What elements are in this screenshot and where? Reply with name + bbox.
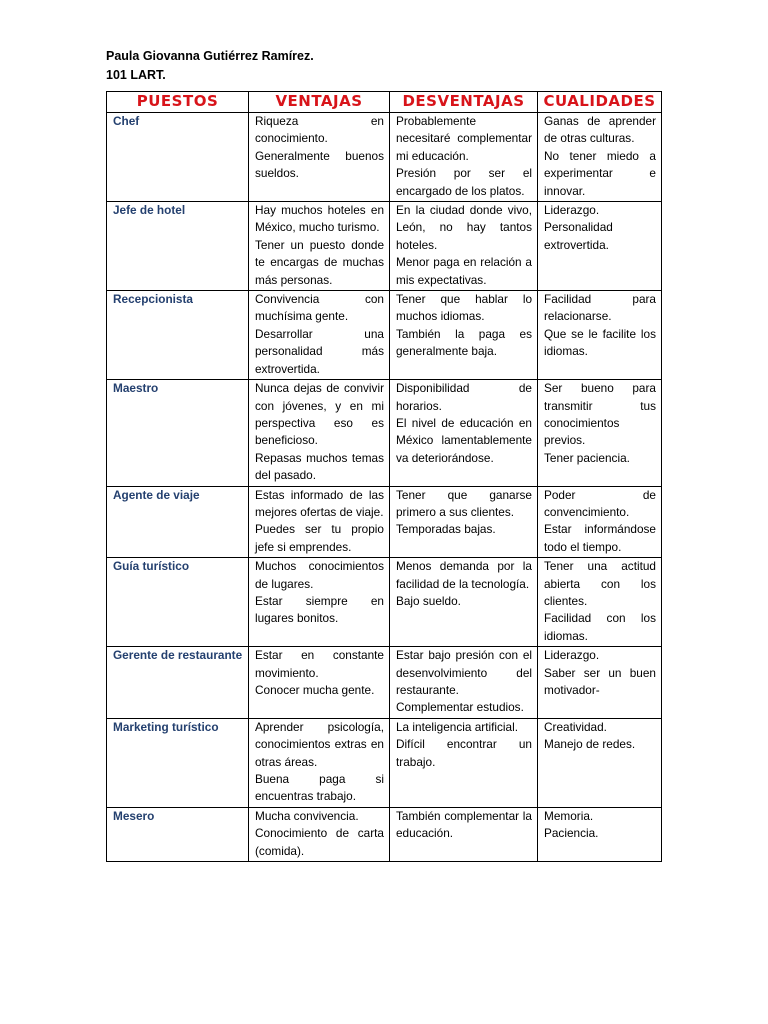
column-header-ventajas: VENTAJAS <box>249 92 390 113</box>
desventajas-item: También la paga es generalmente baja. <box>396 326 532 359</box>
desventajas-item: Tener que hablar lo muchos idiomas. <box>396 292 532 324</box>
job-title-cell: Gerente de restaurante <box>107 647 249 719</box>
job-title-cell: Maestro <box>107 380 249 486</box>
desventajas-item: En la ciudad donde vivo, León, no hay tantos hoteles. <box>396 203 532 252</box>
cualidades-item: Memoria. <box>544 808 594 823</box>
cualidades-cell <box>538 807 662 861</box>
cualidades-item: Liderazgo. <box>544 203 600 218</box>
desventajas-cell <box>390 113 538 202</box>
ventajas-item: Hay muchos hoteles en México, mucho turismo. <box>255 203 384 235</box>
desventajas-cell <box>390 486 538 558</box>
ventajas-item: Muchos conocimientos de lugares. <box>255 559 384 591</box>
cualidades-item: Tener paciencia. <box>544 450 630 465</box>
ventajas-item: Conocimiento de carta (comida). <box>255 826 384 858</box>
ventajas-cell <box>249 558 390 647</box>
jobs-table <box>106 91 662 862</box>
ventajas-item: Estar siempre en lugares bonitos. <box>255 593 384 626</box>
cualidades-item: Manejo de redes. <box>544 737 636 752</box>
ventajas-cell <box>249 113 390 202</box>
group-label: 101 LART. <box>106 68 166 82</box>
cualidades-item: No tener miedo a experimentar e innovar. <box>544 148 656 198</box>
ventajas-cell <box>249 807 390 861</box>
job-title-cell: Chef <box>107 113 249 202</box>
job-title-cell: Mesero <box>107 807 249 861</box>
desventajas-cell <box>390 718 538 807</box>
desventajas-item: También complementar la educación. <box>396 808 532 841</box>
ventajas-item: Riqueza en conocimiento. <box>255 114 384 146</box>
table-row <box>107 113 662 202</box>
ventajas-item: Generalmente buenos sueldos. <box>255 148 384 181</box>
desventajas-item: Disponibilidad de horarios. <box>396 381 532 413</box>
desventajas-item: Bajo sueldo. <box>396 593 461 608</box>
column-header-cualidades: CUALIDADES <box>538 92 662 113</box>
table-row <box>107 486 662 558</box>
cualidades-item: Poder de convencimiento. <box>544 487 656 519</box>
ventajas-cell <box>249 291 390 380</box>
desventajas-cell <box>390 807 538 861</box>
cualidades-item: Tener una actitud abierta con los clientes. <box>544 559 656 608</box>
column-header-desventajas: DESVENTAJAS <box>390 92 538 113</box>
ventajas-item: Repasas muchos temas del pasado. <box>255 450 384 483</box>
ventajas-cell <box>249 202 390 291</box>
cualidades-cell <box>538 202 662 291</box>
job-title-cell: Marketing turístico <box>107 718 249 807</box>
ventajas-item: Estar en constante movimiento. <box>255 648 384 680</box>
ventajas-item: Desarrollar una personalidad más extrovertida. <box>255 326 384 376</box>
job-title-cell: Jefe de hotel <box>107 202 249 291</box>
ventajas-cell <box>249 718 390 807</box>
cualidades-cell <box>538 718 662 807</box>
job-title-cell: Guía turístico <box>107 558 249 647</box>
ventajas-item: Buena paga si encuentras trabajo. <box>255 772 384 804</box>
ventajas-item: Conocer mucha gente. <box>255 683 375 697</box>
desventajas-item: Probablemente necesitaré complementar mi educación. <box>396 114 532 163</box>
cualidades-cell <box>538 113 662 202</box>
desventajas-item: Difícil encontrar un trabajo. <box>396 737 532 769</box>
cualidades-item: Personalidad extrovertida. <box>544 220 613 252</box>
desventajas-cell <box>390 202 538 291</box>
cualidades-item: Facilidad para relacionarse. <box>544 292 656 324</box>
desventajas-cell <box>390 380 538 486</box>
cualidades-cell <box>538 558 662 647</box>
cualidades-item: Ser bueno para transmitir tus conocimientos previos. <box>544 381 656 448</box>
desventajas-cell <box>390 647 538 719</box>
ventajas-item: Mucha convivencia. <box>255 808 359 823</box>
ventajas-item: Convivencia con muchísima gente. <box>255 292 384 324</box>
cualidades-cell <box>538 647 662 719</box>
cualidades-item: Ganas de aprender de otras culturas. <box>544 114 656 146</box>
ventajas-cell <box>249 647 390 719</box>
ventajas-item: Aprender psicología, conocimientos extras en otras áreas. <box>255 719 384 769</box>
table-row <box>107 291 662 380</box>
job-title-cell: Agente de viaje <box>107 486 249 558</box>
cualidades-item: Facilidad con los idiomas. <box>544 611 656 643</box>
desventajas-item: El nivel de educación en México lamentablemente va deteriorándose. <box>396 415 532 465</box>
table-row <box>107 647 662 719</box>
desventajas-cell <box>390 558 538 647</box>
desventajas-item: Menor paga en relación a mis expectativas. <box>396 255 532 287</box>
table-row <box>107 558 662 647</box>
ventajas-cell <box>249 486 390 558</box>
cualidades-item: Liderazgo. <box>544 648 600 663</box>
desventajas-item: Temporadas bajas. <box>396 522 496 537</box>
cualidades-cell <box>538 486 662 558</box>
table-row <box>107 718 662 807</box>
cualidades-item: Saber ser un buen motivador- <box>544 665 656 697</box>
desventajas-item: La inteligencia artificial. <box>396 719 518 734</box>
cualidades-item: Paciencia. <box>544 826 599 841</box>
cualidades-cell <box>538 291 662 380</box>
desventajas-cell <box>390 291 538 380</box>
document-header <box>106 47 314 85</box>
ventajas-item: Puedes ser tu propio jefe si emprendes. <box>255 522 384 554</box>
ventajas-item: Estas informado de las mejores ofertas de viaje. <box>255 487 384 519</box>
desventajas-item: Tener que ganarse primero a sus clientes. <box>396 487 532 519</box>
table-body <box>107 113 662 862</box>
cualidades-cell <box>538 380 662 486</box>
desventajas-item: Complementar estudios. <box>396 700 524 715</box>
cualidades-item: Que se le facilite los idiomas. <box>544 326 656 359</box>
desventajas-item: Presión por ser el encargado de los platos. <box>396 166 532 198</box>
ventajas-item: Tener un puesto donde te encargas de muchas más personas. <box>255 237 384 287</box>
ventajas-cell <box>249 380 390 486</box>
desventajas-item: Menos demanda por la facilidad de la tecnología. <box>396 559 532 591</box>
desventajas-item: Estar bajo presión con el desenvolvimiento del restaurante. <box>396 648 532 697</box>
author-name: Paula Giovanna Gutiérrez Ramírez. <box>106 49 314 63</box>
ventajas-item: Nunca dejas de convivir con jóvenes, y en mi perspectiva eso es beneficioso. <box>255 381 384 448</box>
column-header-puestos: PUESTOS <box>107 92 249 113</box>
table-row <box>107 807 662 861</box>
job-title-cell: Recepcionista <box>107 291 249 380</box>
table-row <box>107 202 662 291</box>
cualidades-item: Estar informándose todo el tiempo. <box>544 522 656 554</box>
table-header-row <box>107 92 662 113</box>
table-row <box>107 380 662 486</box>
cualidades-item: Creatividad. <box>544 719 607 734</box>
